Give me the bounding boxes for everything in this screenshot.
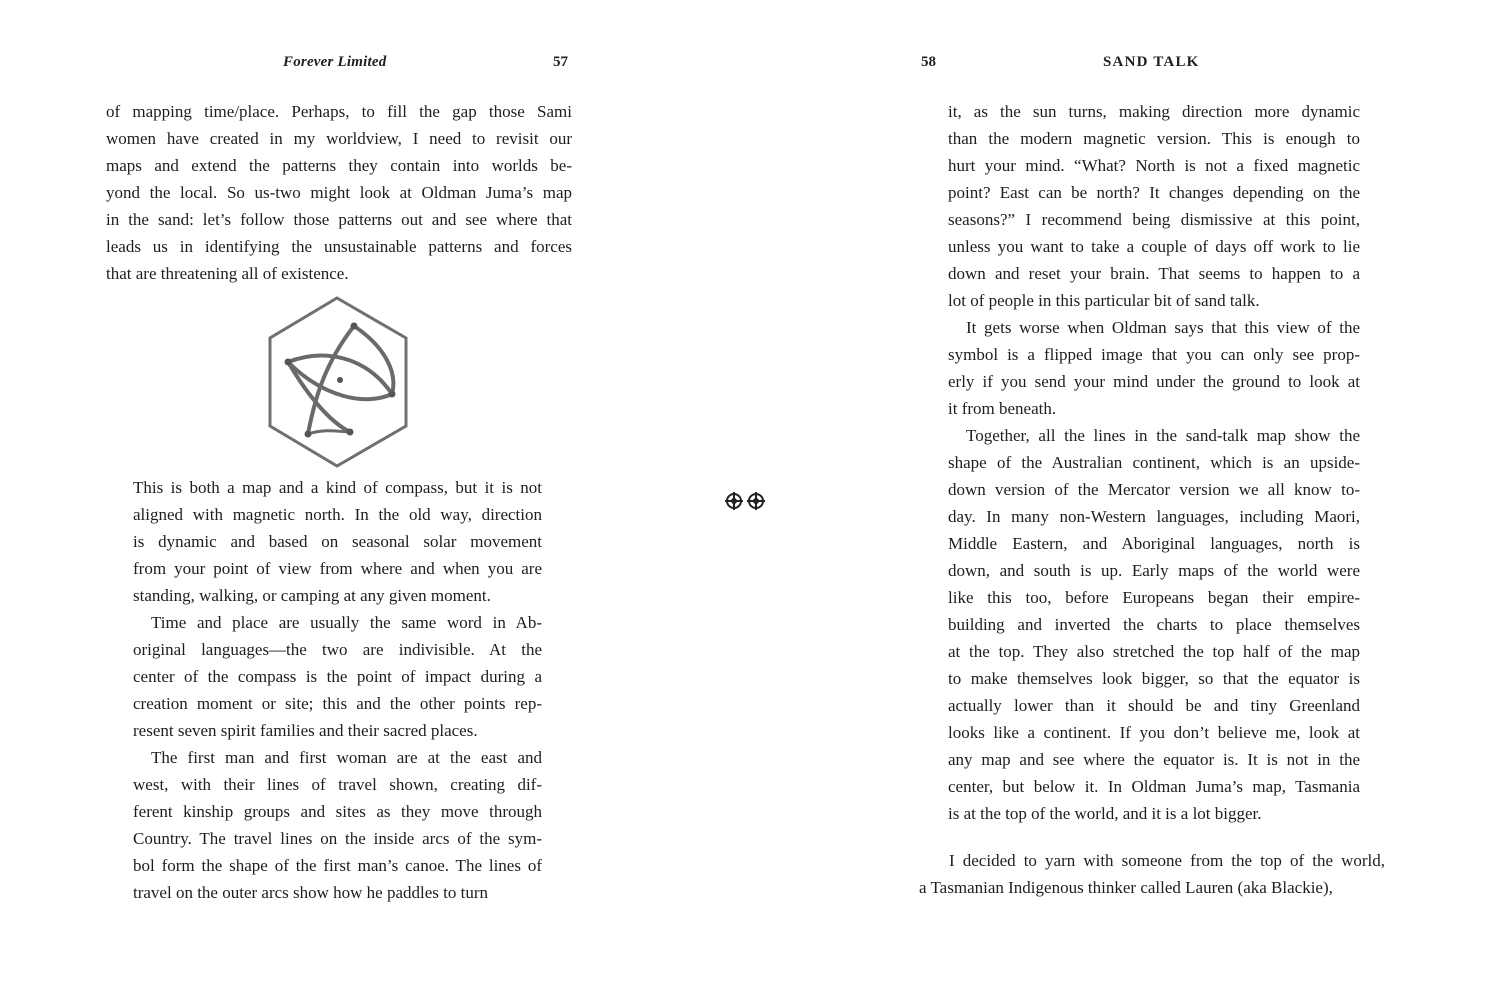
intro-paragraph [106,98,572,287]
text-line: down, and south is up. Early maps of the world were [948,561,1360,580]
text-line: down version of the Mercator version we all know to- [948,480,1360,499]
text-line: original languages—the two are indivisible. At the [133,640,542,659]
hexagon-compass-symbol-icon [266,294,412,470]
text-line: creation moment or site; this and the other points rep- [133,694,542,713]
text-line: of mapping time/place. Perhaps, to fill the gap those Sami [106,102,572,121]
paragraph [133,744,542,906]
text-line: day. In many non-Western languages, including Maori, [948,507,1360,526]
text-line: It gets worse when Oldman says that this view of the [966,318,1360,337]
text-line: point? East can be north? It changes depending on the [948,183,1360,202]
text-line: resent seven spirit families and their sacred places. [133,721,478,740]
text-line: any map and see where the equator is. It is not in the [948,750,1360,769]
text-line: hurt your mind. “What? North is not a fixed magnetic [948,156,1360,175]
paragraph [133,609,542,744]
text-line: is at the top of the world, and it is a lot bigger. [948,804,1262,823]
body-text [948,98,1360,827]
text-line: standing, walking, or camping at any given moment. [133,586,491,605]
text-line: it from beneath. [948,399,1057,418]
text-line: This is both a map and a kind of compass, but it is not [133,478,542,497]
text-line: yond the local. So us-two might look at Oldman Juma’s map [106,183,572,202]
text-line: a Tasmanian Indigenous thinker called Lauren (aka Blackie), [919,878,1333,897]
text-line: I decided to yarn with someone from the top of the world, [949,851,1385,870]
page-number: 58 [921,54,936,70]
running-head-title: Forever Limited [283,54,387,70]
text-line: that are threatening all of existence. [106,264,349,283]
text-line: down and reset your brain. That seems to happen to a [948,264,1360,283]
text-line: seasons?” I recommend being dismissive at this point, [948,210,1360,229]
text-line: maps and extend the patterns they contain into worlds be- [106,156,572,175]
paragraph [133,474,542,609]
text-line: erly if you send your mind under the ground to look at [948,372,1360,391]
text-line: Time and place are usually the same word in Ab- [151,613,542,632]
paragraph [948,98,1360,314]
text-line: ferent kinship groups and sites as they move through [133,802,542,821]
text-line: women have created in my worldview, I need to revisit our [106,129,572,148]
text-line: aligned with magnetic north. In the old way, direction [133,505,542,524]
text-line: center of the compass is the point of impact during a [133,667,542,686]
text-line: The first man and first woman are at the east and [151,748,542,767]
text-line: it, as the sun turns, making direction more dynamic [948,102,1360,121]
page-number: 57 [553,54,568,70]
text-line: shape of the Australian continent, which is an upside- [948,453,1360,472]
symbol-caption [133,474,542,906]
text-line: Middle Eastern, and Aboriginal languages, north is [948,534,1360,553]
text-line: looks like a continent. If you don’t believe me, look at [948,723,1360,742]
right-page [743,0,1486,1000]
text-line: center, but below it. In Oldman Juma’s map, Tasmania [948,777,1360,796]
text-line: than the modern magnetic version. This is enough to [948,129,1360,148]
text-line: in the sand: let’s follow those patterns out and see where that [106,210,572,229]
text-line: west, with their lines of travel shown, creating dif- [133,775,542,794]
text-line: leads us in identifying the unsustainable patterns and forces [106,237,572,256]
running-head-title: SAND TALK [1103,54,1200,70]
text-line: Country. The travel lines on the inside arcs of the sym- [133,829,542,848]
text-line: building and inverted the charts to place themselves [948,615,1360,634]
text-line: bol form the shape of the first man’s canoe. The lines of [133,856,542,875]
text-line: travel on the outer arcs show how he paddles to turn [133,883,489,902]
text-line: actually lower than it should be and tiny Greenland [948,696,1360,715]
text-line: Together, all the lines in the sand-talk map show the [966,426,1360,445]
text-line: from your point of view from where and when you are [133,559,542,578]
paragraph [948,314,1360,422]
paragraph [948,422,1360,827]
text-line: is dynamic and based on seasonal solar movement [133,532,542,551]
text-line: like this too, before Europeans began their empire- [948,588,1360,607]
text-line: lot of people in this particular bit of sand talk. [948,291,1260,310]
closing-paragraph [919,847,1385,901]
text-line: symbol is a flipped image that you can only see prop- [948,345,1360,364]
text-line: at the top. They also stretched the top half of the map [948,642,1360,661]
text-line: to make themselves look bigger, so that the equator is [948,669,1360,688]
text-line: unless you want to take a couple of days off work to lie [948,237,1360,256]
